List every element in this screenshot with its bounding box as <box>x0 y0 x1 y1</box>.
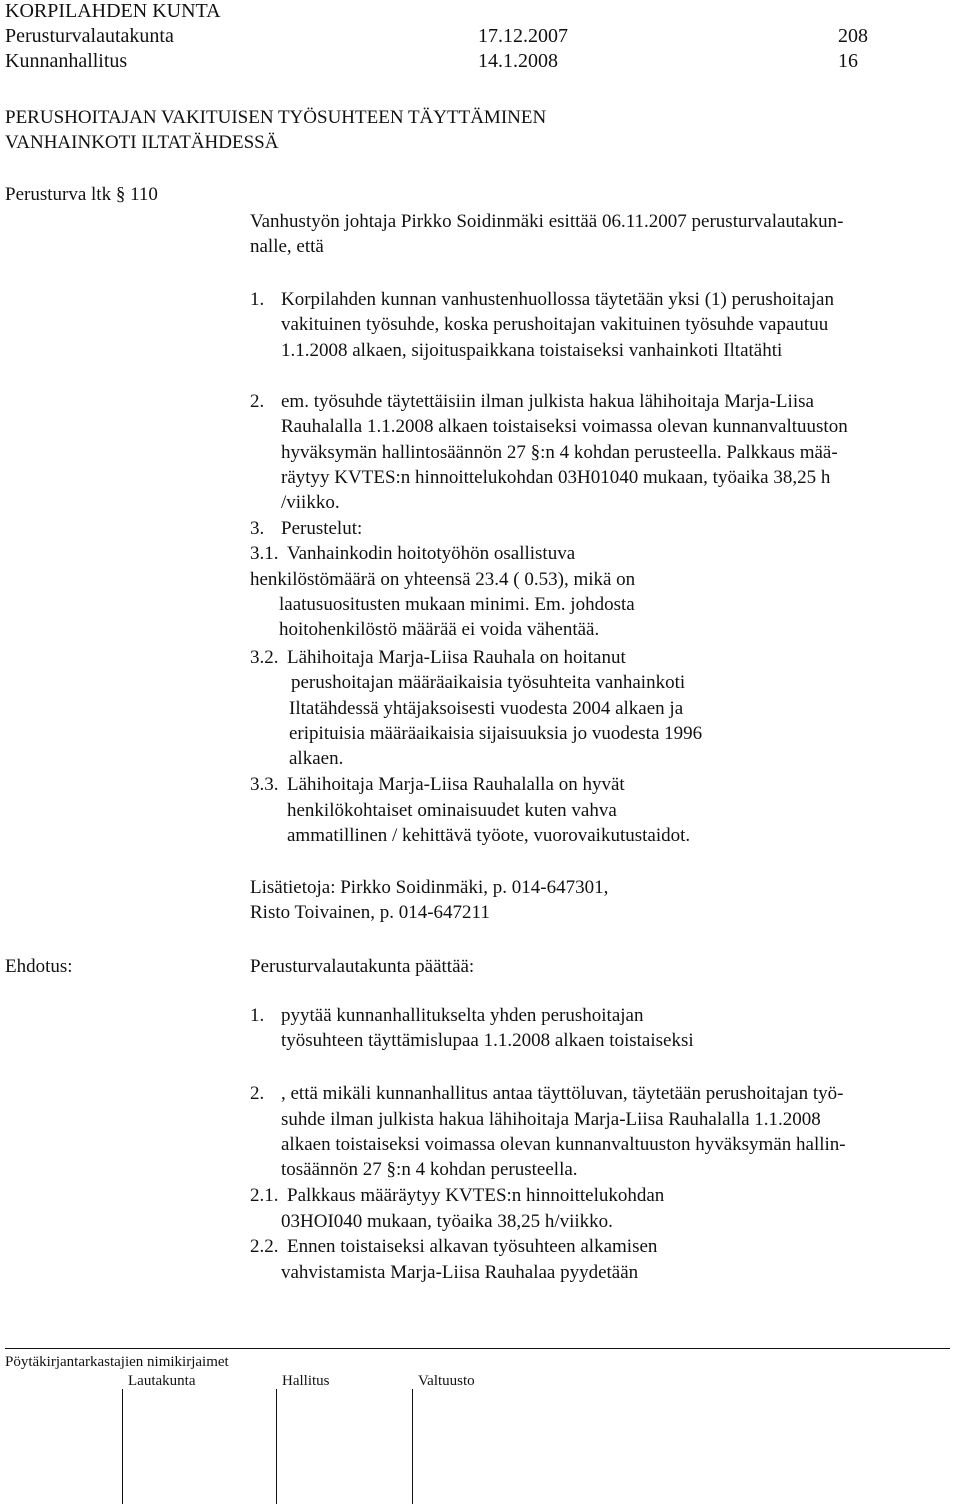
item-1-number: 1. <box>250 289 265 310</box>
item-2-number: 2. <box>250 391 265 412</box>
proposal-1-number: 1. <box>250 1005 265 1026</box>
proposal-2-1-line: Palkkaus määräytyy KVTES:n hinnoittelukohdan <box>287 1185 665 1206</box>
item-3-2-line: Lähihoitaja Marja-Liisa Rauhala on hoitanut <box>287 647 626 668</box>
item-3-1-line: henkilöstömäärä on yhteensä 23.4 ( 0.53), mikä on <box>250 569 636 590</box>
item-3-2-line: eripituisia määräaikaisia sijaisuuksia jo vuodesta 1996 <box>289 723 703 744</box>
page-title-line-1: PERUSHOITAJAN VAKITUISEN TYÖSUHTEEN TÄYTTÄMINEN <box>5 107 547 128</box>
item-3-2-line: perushoitajan määräaikaisia työsuhteita vanhainkoti <box>291 672 686 693</box>
item-3-1-line: laatusuositusten mukaan minimi. Em. johdosta <box>279 594 635 615</box>
item-3-2-number: 3.2. <box>250 647 279 668</box>
proposal-2-line: suhde ilman julkista hakua lähihoitaja Marja-Liisa Rauhalalla 1.1.2008 <box>281 1109 821 1130</box>
section-reference: Perusturva ltk § 110 <box>5 184 158 205</box>
item-2-line: räytyy KVTES:n hinnoittelukohdan 03H01040 mukaan, työaika 38,25 h <box>281 467 831 488</box>
item-2-line: em. työsuhde täytettäisiin ilman julkista hakua lähihoitaja Marja-Liisa <box>281 391 814 412</box>
signature-column-hallitus: Hallitus <box>282 1373 330 1389</box>
item-3-2-line: Iltatähdessä yhtäjaksoisesti vuodesta 2004 alkaen ja <box>289 698 684 719</box>
header-page-1: 208 <box>838 25 868 47</box>
item-1-line: 1.1.2008 alkaen, sijoituspaikkana toistaiseksi vanhainkoti Iltatähti <box>281 340 783 361</box>
signature-column-lautakunta: Lautakunta <box>128 1373 196 1389</box>
header-date-1: 17.12.2007 <box>478 25 568 47</box>
item-3-1-line: hoitohenkilöstö määrää ei voida vähentää. <box>279 619 600 640</box>
proposal-2-1-number: 2.1. <box>250 1185 279 1206</box>
municipality-name: KORPILAHDEN KUNTA <box>5 0 221 22</box>
item-3-2-line: alkaen. <box>289 748 344 769</box>
proposal-1-line: työsuhteen täyttämislupaa 1.1.2008 alkaen toistaiseksi <box>281 1030 694 1051</box>
item-3-3-number: 3.3. <box>250 774 279 795</box>
signature-title: Pöytäkirjantarkastajien nimikirjaimet <box>5 1354 229 1370</box>
item-3-3-line: henkilökohtaiset ominaisuudet kuten vahva <box>287 800 617 821</box>
proposal-2-line: , että mikäli kunnanhallitus antaa täyttöluvan, täytetään perushoitajan työ- <box>281 1083 844 1104</box>
signature-column-valtuusto: Valtuusto <box>418 1373 475 1389</box>
header-page-2: 16 <box>838 50 858 72</box>
item-3-1-number: 3.1. <box>250 543 279 564</box>
header-body-2: Kunnanhallitus <box>5 50 128 72</box>
signature-rule <box>5 1348 950 1349</box>
item-3-3-line: ammatillinen / kehittävä työote, vuorovaikutustaidot. <box>287 825 691 846</box>
item-2-line: hyväksymän hallintosäännön 27 §:n 4 kohdan perusteella. Palkkaus mää- <box>281 442 838 463</box>
item-1-line: vakituinen työsuhde, koska perushoitajan vakituinen työsuhde vapautuu <box>281 314 829 335</box>
signature-divider <box>122 1389 123 1504</box>
proposal-2-line: alkaen toistaiseksi voimassa olevan kunnanvaltuuston hyväksymän hallin- <box>281 1134 846 1155</box>
proposal-heading: Perusturvalautakunta päättää: <box>250 956 475 977</box>
signature-divider <box>412 1389 413 1504</box>
contact-line: Lisätietoja: Pirkko Soidinmäki, p. 014-647301, <box>250 877 609 898</box>
proposal-label: Ehdotus: <box>5 956 73 977</box>
contact-line: Risto Toivainen, p. 014-647211 <box>250 902 490 923</box>
item-1-line: Korpilahden kunnan vanhustenhuollossa täytetään yksi (1) perushoitajan <box>281 289 834 310</box>
item-2-line: /viikko. <box>281 492 340 513</box>
item-3-number: 3. <box>250 518 265 539</box>
item-3-1-line: Vanhainkodin hoitotyöhön osallistuva <box>287 543 576 564</box>
proposal-2-line: tosäännön 27 §:n 4 kohdan perusteella. <box>281 1159 578 1180</box>
header-date-2: 14.1.2008 <box>478 50 558 72</box>
proposal-2-2-number: 2.2. <box>250 1236 279 1257</box>
item-2-line: Rauhalalla 1.1.2008 alkaen toistaiseksi voimassa olevan kunnanvaltuuston <box>281 416 848 437</box>
signature-divider <box>276 1389 277 1504</box>
page-title-line-2: VANHAINKOTI ILTATÄHDESSÄ <box>5 132 279 153</box>
header-body-1: Perusturvalautakunta <box>5 25 174 47</box>
proposal-2-2-line: vahvistamista Marja-Liisa Rauhalaa pyydetään <box>281 1262 639 1283</box>
proposal-2-number: 2. <box>250 1083 265 1104</box>
proposal-2-1-line: 03HOI040 mukaan, työaika 38,25 h/viikko. <box>281 1211 613 1232</box>
intro-line-2: nalle, että <box>250 236 324 257</box>
intro-line-1: Vanhustyön johtaja Pirkko Soidinmäki esittää 06.11.2007 perusturvalautakun- <box>250 211 844 232</box>
proposal-2-2-line: Ennen toistaiseksi alkavan työsuhteen alkamisen <box>287 1236 658 1257</box>
item-3-label: Perustelut: <box>281 518 363 539</box>
proposal-1-line: pyytää kunnanhallitukselta yhden perushoitajan <box>281 1005 644 1026</box>
item-3-3-line: Lähihoitaja Marja-Liisa Rauhalalla on hyvät <box>287 774 625 795</box>
